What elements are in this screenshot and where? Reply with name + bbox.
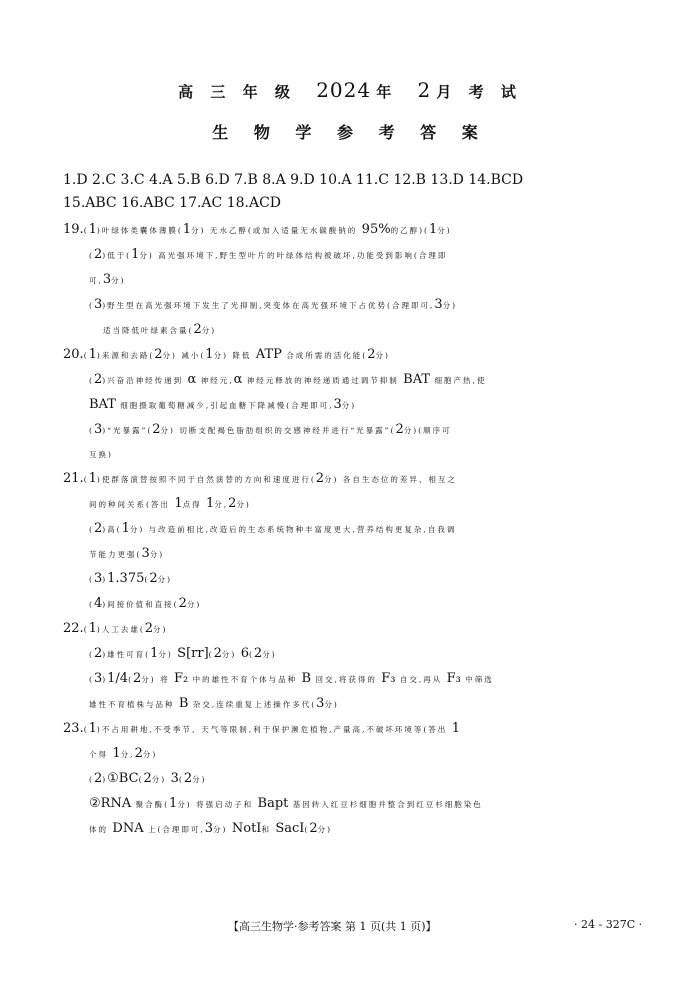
q21-line-1: 21.(1)使群落演替按照不同于自然演替的方向和速度进行(2分) 各自生态位的差异、相互之 bbox=[63, 471, 457, 486]
q21-line-6: (4)间接价值和直接(2分) bbox=[89, 596, 202, 611]
q19-line-4: (3)野生型在高光强环境下发生了光抑制,突变体在高光强环境下占优势(合理即可,3分) bbox=[89, 297, 458, 312]
q19-line-2: (2)低于(1分) 高光强环境下,野生型叶片的叶绿体结构被破坏,功能受到影响(合理即 bbox=[89, 247, 448, 262]
exam-year: 2024 bbox=[316, 78, 372, 102]
open-answers bbox=[63, 218, 653, 842]
footer-page-info: 【高三生物学·参考答案 第 1 页(共 1 页)】 bbox=[228, 920, 437, 933]
page-title: 生 物 学 参 考 答 案 bbox=[212, 123, 488, 142]
question-23 bbox=[63, 717, 653, 842]
q23-line-5: 体的 DNA 上(合理即可,3分) NotⅠ和 SacⅠ(2分) bbox=[89, 821, 333, 836]
q22-line-1: 22.(1)人工去雄(2分) bbox=[63, 621, 168, 636]
q19-line-3: 可,3分) bbox=[89, 272, 126, 287]
q22-line-3: (3)1/4(2分) 将 F₂ 中的雄性不育个体与品种 B 回交,将获得的 F₃ 自交,再从 F₃ 中筛选 bbox=[89, 671, 494, 686]
footer-code: · 24 - 327C · bbox=[574, 918, 643, 931]
q20-line-3: BAT 细胞摄取葡萄糖减少,引起血糖下降减慢(合理即可,3分) bbox=[89, 397, 357, 412]
question-22 bbox=[63, 617, 653, 717]
q22-line-4: 雄性不育植株与品种 B 杂交,连续重复上述操作多代(3分) bbox=[89, 696, 339, 711]
q20-line-1: 20.(1)来源和去路(2分) 减小(1分) 降低 ATP 合成所需的活化能(2分) bbox=[63, 347, 390, 362]
q20-line-5: 互换) bbox=[89, 450, 113, 459]
q21-line-4: 节能力更强(3分) bbox=[89, 546, 165, 561]
month-suffix: 月 考 试 bbox=[436, 83, 522, 101]
question-20 bbox=[63, 343, 653, 467]
q23-line-3: (2)①BC(2分) 3(2分) bbox=[89, 771, 207, 786]
q21-line-5: (3)1.375(2分) bbox=[89, 571, 173, 586]
exam-month: 2 bbox=[417, 78, 432, 102]
q23-line-4: ②RNA 聚合酶(1分) 将强启动子和 Bapt 基因转入红豆杉细胞并整合到红豆杉细胞染色 bbox=[89, 796, 483, 811]
question-21 bbox=[63, 467, 653, 617]
choice-answers-row-2: 15.ABC 16.ABC 17.AC 18.ACD bbox=[63, 195, 282, 211]
grade-label: 高 三 年 级 bbox=[178, 83, 296, 101]
question-19 bbox=[63, 218, 653, 343]
q23-line-2: 个得 1分,2分) bbox=[89, 746, 158, 761]
exam-header bbox=[0, 78, 700, 102]
q22-line-2: (2)雄性可育(1分) S[rr](2分) 6(2分) bbox=[89, 646, 277, 661]
q19-line-1: 19.(1)叶绿体类囊体薄膜(1分) 无水乙醇(或加入适量无水碳酸钠的 95%的乙醇)(1分) bbox=[63, 222, 452, 237]
q21-line-2: 间的种间关系(答出 1点得 1分,2分) bbox=[89, 496, 251, 511]
q23-line-1: 23.(1)不占用耕地,不受季节、天气等限制,利于保护濒危植物,产量高,不破坏环境等(答出 1 bbox=[63, 721, 460, 736]
q21-line-3: (2)高(1分) 与改造前相比,改造后的生态系统物种丰富度更大,营养结构更复杂,自我调 bbox=[89, 521, 457, 536]
q19-line-5: 适当降低叶绿素含量(2分) bbox=[103, 322, 217, 337]
q20-line-2: (2)兴奋沿神经传递到 α 神经元,α 神经元释放的神经递质通过调节抑制 BAT 细胞产热,使 bbox=[89, 372, 487, 387]
choice-answers bbox=[63, 169, 653, 215]
choice-answers-row-1: 1.D 2.C 3.C 4.A 5.B 6.D 7.B 8.A 9.D 10.A 11.C 12.B 13.D 14.BCD bbox=[63, 172, 524, 188]
q20-line-4: (3)“光暴露”(2分) 切断支配褐色脂肪组织的交感神经并进行“光暴露”(2分)(顺序可 bbox=[89, 422, 452, 437]
year-suffix: 年 bbox=[376, 83, 398, 101]
